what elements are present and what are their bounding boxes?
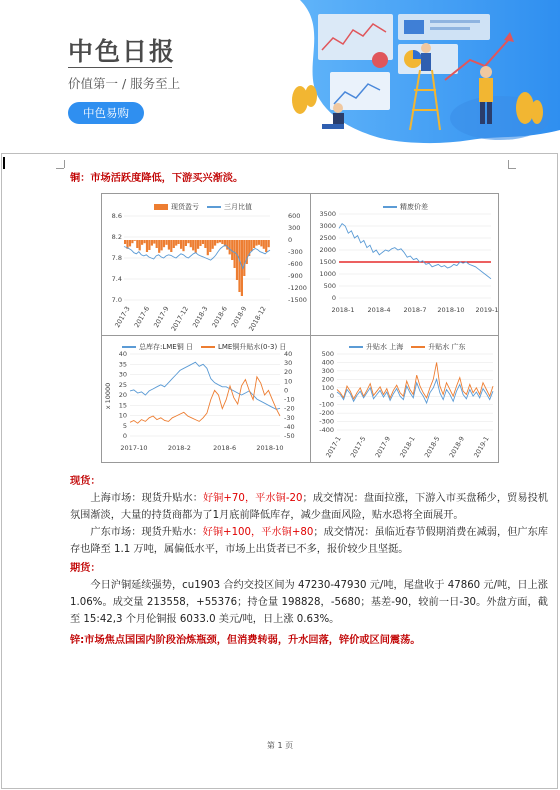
spread-line	[339, 224, 491, 279]
y-axis-tick: 20	[118, 391, 127, 399]
shanghai-prefix: 上海市场：现货升贴水：	[90, 493, 203, 504]
y2-axis-tick: -300	[288, 248, 303, 256]
pnl-bar	[144, 240, 146, 243]
chart-spot-pnl	[102, 194, 310, 335]
pnl-bar	[175, 240, 177, 246]
chart-panel	[101, 193, 499, 463]
zinc-headline: 锌:市场焦点国国内阶段治炼瓶颈，但消费转弱，升水回落，锌价或区间震荡。	[70, 635, 421, 646]
y2-axis-tick: -10	[284, 395, 295, 404]
y2-axis-tick: -900	[288, 272, 303, 280]
pnl-bar	[229, 240, 231, 254]
x-axis-tick: 2018-5	[422, 435, 442, 459]
y-axis-tick: 15	[118, 401, 127, 410]
report-text	[70, 473, 548, 649]
y-axis-tick: -100	[319, 400, 334, 409]
pnl-bar	[136, 240, 138, 248]
y-axis-tick: 100	[321, 383, 334, 392]
inventory-line	[130, 362, 280, 409]
pnl-bar	[197, 240, 199, 249]
legend-label: 升贴水 广东	[428, 343, 466, 351]
legend-label: LME铜升贴水(0-3) 日	[217, 343, 287, 351]
pnl-bar	[251, 240, 253, 251]
x-axis-tick: 2017-5	[348, 435, 368, 459]
crop-mark	[508, 160, 509, 168]
pnl-bar	[124, 240, 126, 244]
pnl-bar	[221, 240, 223, 244]
y-axis-tick: 25	[118, 380, 127, 389]
y-axis-tick: 35	[118, 360, 127, 369]
x-axis-tick: 2018-9	[447, 435, 467, 459]
y-axis-tick: 8.2	[111, 233, 122, 241]
shanghai-paragraph	[70, 490, 548, 524]
legend-label: 精废价差	[400, 203, 428, 211]
y2-axis-tick: 40	[284, 350, 293, 358]
pnl-bar	[158, 240, 160, 253]
y-axis-unit: x 10000	[104, 382, 112, 410]
pnl-bar	[170, 240, 172, 252]
pnl-bar	[217, 240, 219, 243]
brand-button[interactable]: 中色易购	[68, 102, 144, 124]
chart-svg	[311, 336, 500, 464]
y2-axis-tick: -30	[284, 413, 295, 422]
guangdong-paragraph	[70, 524, 548, 558]
guangdong-detail: ；成交情况：虽临近春节假期消费在减弱，但广东库存也降至 1.1 万吨，属偏低水平，市场上出货者已不多，报价较少且坚挺。	[70, 527, 548, 555]
x-axis-tick: 2018-3	[191, 305, 210, 329]
chart-lme-stock-spread	[102, 336, 310, 464]
pnl-bar	[134, 240, 136, 241]
pnl-bar	[236, 240, 238, 280]
pnl-bar	[153, 240, 155, 244]
y2-axis-tick: -20	[284, 404, 295, 413]
text-cursor	[3, 157, 5, 169]
chart-svg	[102, 194, 310, 335]
y-axis-tick: 0	[122, 432, 127, 440]
guangdong-prefix: 广东市场：现货升贴水：	[90, 527, 203, 538]
pnl-bar	[199, 240, 201, 246]
x-axis-tick: 2019-1	[472, 435, 491, 459]
x-axis-tick: 2018-6	[213, 444, 237, 452]
pnl-bar	[151, 240, 153, 246]
y-axis-tick: 300	[321, 366, 334, 375]
pnl-bar	[178, 240, 180, 244]
pnl-bar	[219, 240, 221, 242]
y-axis-tick: 400	[321, 358, 334, 367]
x-axis-tick: 2017-3	[113, 305, 132, 329]
pnl-bar	[163, 240, 165, 247]
spot-section-title: 现货：	[70, 476, 101, 487]
pnl-bar	[156, 240, 158, 248]
page-number: 第 1 页	[266, 741, 294, 750]
x-axis-tick: 2018-2	[167, 444, 191, 452]
pnl-bar	[204, 240, 206, 248]
y2-axis-tick: -40	[284, 422, 295, 431]
pnl-bar	[129, 240, 131, 246]
legend-label: 现货盈亏	[171, 203, 199, 211]
y-axis-tick: 8.6	[111, 212, 122, 220]
brand-title: 中色日报	[68, 37, 177, 66]
chart-refined-scrap-spread	[311, 194, 500, 335]
y-axis-tick: 0	[329, 392, 334, 401]
y-axis-tick: 30	[118, 370, 127, 379]
pnl-bar	[182, 240, 184, 251]
pnl-bar	[207, 240, 209, 255]
x-axis-tick: 2017-1	[324, 435, 343, 459]
x-axis-tick: 2017-12	[169, 305, 191, 333]
report-body	[70, 170, 548, 187]
pnl-bar	[212, 240, 214, 249]
x-axis-tick: 2018-12	[247, 305, 268, 333]
y2-axis-tick: 30	[284, 359, 293, 368]
futures-section-title: 期货：	[70, 563, 101, 574]
x-axis-tick: 2018-9	[229, 305, 249, 329]
y-axis-tick: 1500	[319, 258, 336, 266]
futures-paragraph: 今日沪铜延续强势，cu1903 合约交投区间为 47230-47930 元/吨，尾盘收于 47860 元/吨，日上涨 1.06%。成交量 213558，+55376；持仓量 198828，-5680；基差-90，较前一日-30。外盘方面，截至 15:42,3 个月伦铜报 6033.0 美元/吨，日上涨 0.63%。	[70, 580, 548, 625]
crop-mark	[56, 168, 64, 169]
y2-axis-tick: -1200	[288, 284, 307, 292]
brand-divider	[68, 67, 172, 68]
x-axis-tick: 2018-7	[403, 306, 427, 314]
y-axis-tick: 10	[118, 411, 127, 420]
y-axis-tick: 0	[331, 294, 336, 302]
pnl-bar	[214, 240, 216, 246]
brand-slogan: 价值第一 / 服务至上	[68, 76, 181, 91]
x-axis-tick: 2018-1	[398, 435, 417, 459]
copper-headline: 铜：市场活跃度降低，下游买兴渐淡。	[70, 173, 244, 184]
pnl-bar	[165, 240, 167, 245]
shanghai-premium: 好铜+70，平水铜-20	[202, 493, 303, 504]
pnl-bar	[146, 240, 148, 252]
y-axis-tick: 200	[321, 375, 334, 384]
pnl-bar	[255, 240, 257, 246]
pnl-bar	[187, 240, 189, 243]
chart-premium-sh-gd	[311, 336, 500, 464]
pnl-bar	[258, 240, 260, 245]
pnl-bar	[161, 240, 163, 250]
pnl-bar	[195, 240, 197, 253]
x-axis-tick: 2017-6	[132, 305, 152, 329]
pnl-bar	[234, 240, 236, 268]
y-axis-tick: 1000	[319, 270, 336, 278]
y-axis-tick: -400	[319, 426, 334, 434]
y-axis-tick: 500	[321, 350, 334, 358]
x-axis-tick: 2019-1	[475, 306, 499, 314]
header-banner	[0, 0, 560, 152]
legend-label: 总库存:LME铜 日	[139, 343, 193, 351]
y2-axis-tick: 0	[288, 236, 293, 244]
shanghai-detail: ；成交情况：盘面拉涨，下游入市买盘稀少，贸易投机氛围渐淡，大量的持货商都为了1月底前降低库存，减少盘面风险，贴水恐将全面展开。	[70, 493, 549, 521]
y-axis-tick: 3000	[319, 222, 336, 230]
x-axis-tick: 2017-9	[373, 435, 393, 459]
y-axis-tick: 500	[323, 282, 336, 290]
x-axis-tick: 2018-10	[437, 306, 465, 314]
crop-mark	[64, 160, 65, 168]
pnl-bar	[185, 240, 187, 246]
y-axis-tick: 7.4	[111, 275, 122, 283]
y-axis-tick: 7.0	[111, 296, 122, 304]
pnl-bar	[192, 240, 194, 250]
y-axis-tick: -300	[319, 417, 334, 426]
pnl-bar	[141, 240, 143, 245]
x-axis-tick: 2018-10	[256, 444, 284, 452]
spread-line	[130, 377, 280, 423]
pnl-bar	[202, 240, 204, 244]
y2-axis-tick: 300	[288, 224, 301, 232]
pnl-bar	[209, 240, 211, 252]
pnl-bar	[190, 240, 192, 247]
y2-axis-tick: -600	[288, 260, 303, 268]
y-axis-tick: 2500	[319, 234, 336, 242]
y-axis-tick: 40	[118, 350, 127, 358]
x-axis-tick: 2017-10	[120, 444, 148, 452]
pnl-bar	[238, 240, 240, 292]
y-axis-tick: 7.8	[111, 254, 122, 262]
x-axis-tick: 2018-4	[367, 306, 391, 314]
crop-mark	[508, 168, 516, 169]
pnl-bar	[168, 240, 170, 250]
x-axis-tick: 2018-6	[210, 305, 229, 329]
y-axis-tick: 2000	[319, 246, 336, 254]
pnl-bar	[260, 240, 262, 246]
chart-svg	[102, 336, 310, 464]
pnl-bar	[148, 240, 150, 250]
pnl-bar	[180, 240, 182, 249]
y2-axis-tick: 20	[284, 368, 293, 377]
pnl-bar	[263, 240, 265, 249]
y-axis-tick: 3500	[319, 210, 336, 218]
y2-axis-tick: -1500	[288, 296, 307, 304]
guangdong-premium: 好铜+100，平水铜+80	[202, 527, 314, 538]
guangdong-line	[337, 362, 493, 398]
legend-label: 三月比值	[224, 203, 252, 211]
x-axis-tick: 2017-9	[152, 305, 171, 329]
chart-svg	[311, 194, 500, 335]
pnl-bar	[243, 240, 245, 276]
pnl-bar	[268, 240, 270, 247]
y-axis-tick: 5	[122, 421, 127, 430]
pnl-bar	[139, 240, 141, 250]
pnl-bar	[173, 240, 175, 248]
y2-axis-tick: -50	[284, 432, 295, 440]
legend-label: 升贴水 上海	[366, 343, 404, 351]
y2-axis-tick: 600	[288, 212, 301, 220]
x-axis-tick: 2018-1	[331, 306, 355, 314]
y-axis-tick: -200	[319, 409, 334, 418]
y2-axis-tick: 10	[284, 377, 293, 386]
y2-axis-tick: 0	[284, 386, 289, 395]
pnl-bar	[265, 240, 267, 252]
pnl-bar	[131, 240, 133, 243]
pnl-bar	[253, 240, 255, 248]
